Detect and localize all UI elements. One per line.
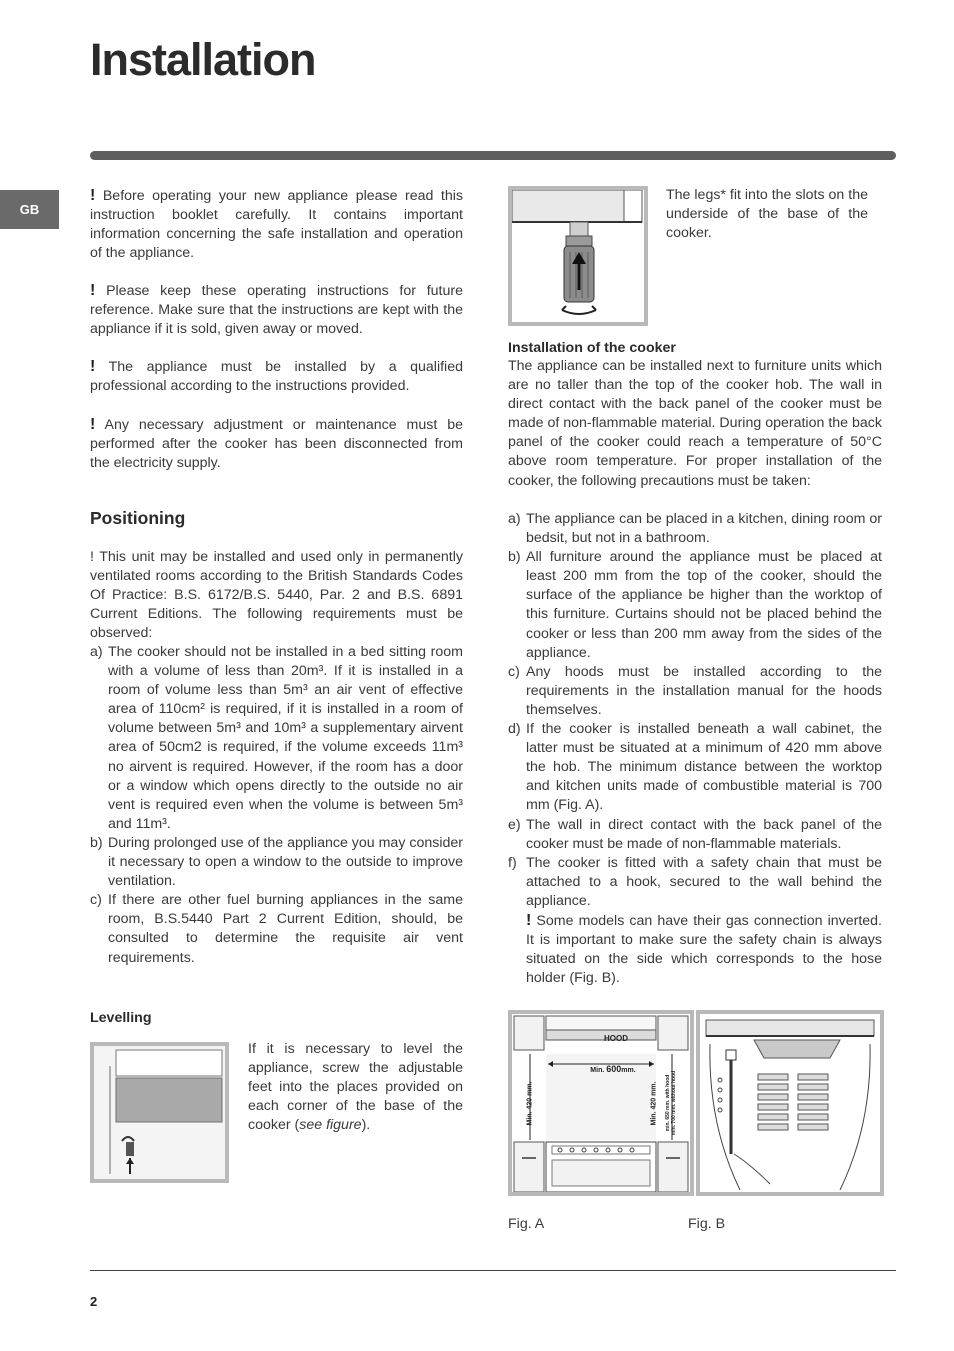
levelling-text-italic: see figure: [299, 1117, 362, 1134]
list-item: [508, 663, 882, 720]
figure-a-caption: Fig. A: [508, 1216, 545, 1232]
list-item-text: The cooker should not be installed in a bed sitting room with a volume of less than 20m³. If it is installed in a room of volume less than 5m³ an air vent of effective area of 110cm² is required, if it is installed in a room of volume between 5m³ and 10m³ a supplementary airvent area of 50cm2 is required, if the volume exceeds 11m³ no airvent is required. However, if the room has a door or a window which opens directly to the outside no air vent is required even when the volume is between 5m³ and 11m³.: [108, 644, 463, 832]
intro-warning-text: Any necessary adjustment or maintenance must be performed after the cooker has been disconnected from the electricity supply.: [90, 417, 463, 472]
warning-mark: !: [90, 416, 96, 433]
positioning-list: [90, 643, 463, 968]
intro-warning-4: [90, 415, 463, 473]
installation-intro: The appliance can be installed next to furniture units which are no taller than the top of the cooker hob. The wall in direct contact with the back panel of the cooker must be made of non-flammable material. During operation the back panel of the cooker could reach a temperature of 50°C above room temperature. For proper installation of the cooker, the following precautions must be taken:: [508, 358, 882, 489]
hood-distance-note: min. 650 mm. with hood: [665, 1074, 671, 1132]
list-marker: c): [90, 892, 102, 909]
min-600-unit: mm.: [621, 1067, 636, 1074]
warning-mark: !: [90, 358, 96, 375]
page-title: Installation: [90, 34, 316, 85]
positioning-heading: Positioning: [90, 508, 186, 528]
levelling-text-part: If it is necessary to level the appliance, screw the adjustable feet into the places provided on each corner of the base of the cooker (: [248, 1041, 463, 1134]
list-item: [90, 891, 463, 967]
intro-warning-text: Please keep these operating instructions for future reference. Make sure that the instructions are kept with the appliance if it is sold, given away or moved.: [90, 283, 463, 338]
positioning-intro: ! This unit may be installed and used only in permanently ventilated rooms according to the British Standards Codes Of Practice: B.S. 6172/B.S. 5440, Par. 2 and B.S. 6891 Current Editions. The following requirements must be observed:: [90, 549, 463, 642]
list-marker: b): [90, 834, 103, 851]
intro-warning-text: The appliance must be installed by a qualified professional according to the instructions provided.: [90, 359, 463, 395]
list-marker: f): [508, 854, 517, 871]
min-420-left-label: Min. 420 mm.: [526, 1081, 534, 1126]
language-tab: GB: [0, 190, 59, 229]
list-marker: e): [508, 816, 521, 833]
list-marker: b): [508, 549, 521, 566]
page-number: 2: [90, 1294, 98, 1309]
list-item: [508, 854, 882, 989]
list-item-text: All furniture around the appliance must be placed at least 200 mm from the top of the cooker, should the surface of the appliance be higher than the worktop of this furniture. Curtains should not be placed behind the cooker or less than 200 mm away from the sides of the appliance.: [526, 549, 882, 661]
list-item-text: The appliance can be placed in a kitchen, dining room or bedsit, but not in a bathroom.: [526, 511, 882, 547]
intro-warning-text: Before operating your new appliance please read this instruction booklet carefully. It contains important information concerning the safe installation and operation of the appliance.: [90, 188, 463, 262]
list-item: [508, 548, 882, 663]
list-item: [508, 510, 882, 548]
min-420-right-label: Min. 420 mm.: [650, 1081, 658, 1126]
list-marker: d): [508, 721, 521, 738]
figure-b-caption: Fig. B: [688, 1216, 726, 1232]
levelling-illustration: [94, 1046, 225, 1179]
figure-b-diagram: [700, 1014, 880, 1192]
list-item: [508, 816, 882, 854]
list-item-text: The wall in direct contact with the back panel of the cooker must be made of non-flammable materials.: [526, 816, 882, 852]
list-item-text: Any hoods must be installed according to the requirements in the installation manual for the hoods themselves.: [526, 663, 882, 718]
intro-warning-3: [90, 357, 463, 396]
list-marker: a): [508, 511, 521, 527]
levelling-text: [248, 1040, 463, 1135]
intro-warning-2: [90, 281, 463, 339]
no-hood-distance-note: min. 700 mm. without hood: [671, 1070, 677, 1136]
title-rule: [90, 151, 896, 160]
list-marker: a): [90, 644, 103, 660]
figure-a: [508, 1010, 694, 1196]
list-item-text: During prolonged use of the appliance you may consider it necessary to open a window to the outside to improve ventilation.: [108, 834, 463, 890]
warning-mark: !: [526, 911, 532, 929]
legs-text: The legs* fit into the slots on the underside of the base of the cooker.: [666, 187, 868, 242]
list-item-text: The cooker is fitted with a safety chain that must be attached to a hook, secured to the wall behind the appliance.: [526, 854, 882, 909]
levelling-heading: Levelling: [90, 1010, 152, 1026]
leg-illustration: [512, 190, 644, 322]
installation-heading: Installation of the cooker: [508, 340, 676, 356]
min-600-value: 600: [606, 1064, 622, 1074]
levelling-figure: [90, 1042, 229, 1183]
list-item: [90, 643, 463, 834]
hood-label: HOOD: [604, 1034, 628, 1043]
list-marker: c): [508, 663, 520, 680]
footer-rule: [90, 1270, 896, 1271]
legs-figure: [508, 186, 648, 326]
installation-note: Some models can have their gas connection inverted. It is important to make sure the safety chain is always situated on the side which corresponds to the hose holder (Fig. B).: [526, 912, 882, 987]
figure-b: [696, 1010, 884, 1196]
warning-mark: !: [90, 282, 96, 299]
list-item: [90, 834, 463, 891]
list-item-text: If the cooker is installed beneath a wall cabinet, the latter must be situated at a minimum of 420 mm above the hob. The minimum distance between the worktop and kitchen units made of combustible material is 700 mm (Fig. A).: [526, 721, 882, 814]
levelling-text-part: ).: [361, 1117, 371, 1134]
intro-warning-1: [90, 186, 463, 263]
list-item-text: If there are other fuel burning appliances in the same room, B.S.5440 Part 2 Current Edition, should, be consulted to determine the requisite air vent requirements.: [108, 892, 463, 966]
list-item: [508, 720, 882, 815]
warning-mark: !: [90, 187, 96, 204]
installation-list: [508, 510, 882, 988]
min-600-prefix: Min.: [590, 1067, 605, 1074]
